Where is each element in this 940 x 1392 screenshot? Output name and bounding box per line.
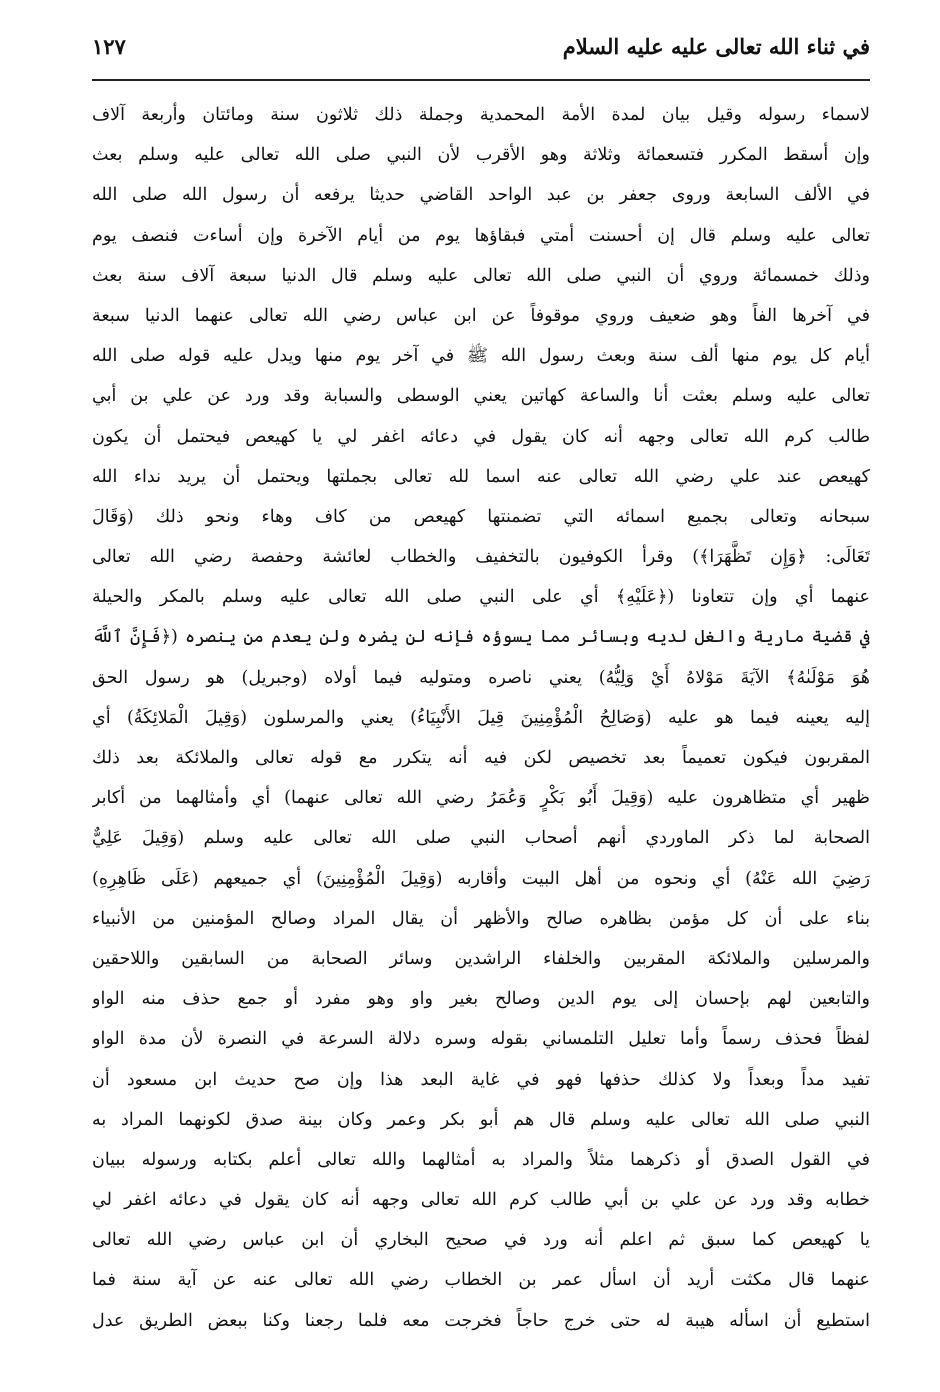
text-line: استطيع أن اسأله هيبة له حتى خرج حاجاً فخرجت معه فلما رجعنا وكنا ببعض الطريق عدل xyxy=(92,1310,870,1331)
running-header xyxy=(92,30,870,70)
text-line: لفظاً فحذف رسماً وأما تعليل التلمساني بقوله وسره دلالة السرعة في النصرة لأن مدة الواو xyxy=(92,1029,870,1050)
text-line: هُوَ مَوْلَىٰهُ﴾ الآيَةَ مَوْلاهُ أَيْ وَلِيُّهُ) يعني ناصره ومتوليه فيما أولاه (وجبريل) هو رسول الحق xyxy=(92,667,870,688)
text-line: تفيد مداً وبعداً ولا كذلك حذفها فهو في غاية البعد هذا وإن صح حديث ابن مسعود أن xyxy=(92,1069,870,1090)
text-line: في القول الصدق أو ذكرهما مثلاً والمراد به أمثالهما والله تعالى أعلم بكتابه ورسوله ببيان xyxy=(92,1149,870,1170)
text-line: خطابه وقد ورد عن علي بن أبي طالب كرم الله تعالى وجهه أنه كان يقول في دعائه اغفر لي xyxy=(92,1190,870,1211)
text-line: الصحابة لما ذكر الماوردي أنهم أصحاب النبي صلى الله تعالى عليه وسلم (وَقِيلَ عَلِيٌّ xyxy=(92,828,870,849)
text-line: المقربون فيكون تعميماً بعد تخصيص لكن فيه أنه يتكرر مع قوله تعالى والملائكة بعد ذلك xyxy=(92,748,870,768)
text-line: وإن أسقط المكرر فتسعمائة وثلاثة وهو الأقرب لأن النبي صلى الله تعالى عليه وسلم بعث xyxy=(92,145,870,166)
text-line: رَضِيَ الله عَنْهُ) أي ونحوه من أهل البيت وأقاربه (وَقِيلَ الْمُؤْمِنِينَ) أي جميعهم (عَلَى ظَاهِرِهِ) xyxy=(92,868,870,889)
text-line: أيام كل يوم منها ألف سنة وبعث رسول الله ﷺ في آخر يوم منها ويدل عليه قوله صلى الله xyxy=(92,346,870,367)
text-line: عنهما أي وإن تتعاونا (﴿عَلَيْهِ﴾ أي على النبي صلى الله تعالى عليه وسلم بالمكر والحيلة xyxy=(92,587,870,608)
text-line: النبي صلى الله تعالى عليه وسلم قال هم أبو بكر وعمر وكان بينة صدق لكونهما المراد به xyxy=(92,1109,870,1130)
text-line: سبحانه وتعالى بجميع اسمائه التي تضمنتها كهيعص من كاف وهاء ونحو ذلك (وَقَالَ xyxy=(92,506,870,527)
text-line: ظهير أي متظاهرون عليه (وَقِيلَ أَبُو بَكْرٍ وَعُمَرُ رضي الله تعالى عنهما) أي وأمثالهما من أكابر xyxy=(92,788,870,809)
chapter-title: في ثناء الله تعالى عليه عليه السلام xyxy=(562,34,870,59)
text-line: إليه يعينه فيما هو عليه (وَصَالِحُ الْمُؤْمِنِينَ قِيلَ الأَنْبِيَاءُ) يعني والمرسلون (وَقِيلَ الْمَلائِكَةُ) أي xyxy=(92,707,870,728)
text-line: في الألف السابعة وروى جعفر بن عبد الواحد القاضي حديثا يرفعه أن رسول الله صلى الله xyxy=(92,185,870,206)
text-line: وذلك خمسمائة وروي أن النبي صلى الله تعالى عليه وسلم قال الدنيا سبعة آلاف سنة بعث xyxy=(92,265,870,286)
text-line: لاسماء رسوله وقيل بيان لمدة الأمة المحمدية وجملة ذلك ثلاثون سنة ومائتان وأربعة آلاف xyxy=(92,105,870,125)
text-line: يا كهيعص كما سبق ثم اعلم أنه ورد في صحيح البخاري أن ابن عباس رضي الله تعالى xyxy=(92,1230,870,1251)
text-line: والتابعين لهم بإحسان إلى يوم الدين وصالح بغير واو وهو مفرد أو جمع حذف منه الواو xyxy=(92,989,870,1010)
text-line: تعالى عليه وسلم بعثت أنا والساعة كهاتين يعني الوسطى والسبابة وقد ورد عن علي بن أبي xyxy=(92,386,870,407)
text-line: بناء على أن كل مؤمن بظاهره صالح والأظهر أن يقال المراد وصالح المؤمنين من الأنبياء xyxy=(92,908,870,929)
text-line: في قضية مارية والغل لديه وبسائر مما يسوؤه فإنه لن يضره ولن يعدم من ينصره (﴿فَإِنَّ ٱللَّهَ xyxy=(92,627,870,648)
text-line: تعالى عليه وسلم قال إن أحسنت أمتي فبقاؤها يوم من أيام الآخرة وإن أساءت فنصف يوم xyxy=(92,225,870,246)
text-line: طالب كرم الله تعالى وجهه أنه كان يقول في دعائه اغفر لي يا كهيعص فيحتمل أن يكون xyxy=(92,426,870,447)
text-line: والمرسلين والملائكة المقربين والخلفاء الراشدين وسائر الصحابة من السابقين واللاحقين xyxy=(92,948,870,969)
text-line: في آخرها الفاً وهو ضعيف وروي موقوفاً عن ابن عباس رضي الله تعالى عنهما الدنيا سبعة xyxy=(92,305,870,326)
body-text xyxy=(92,95,870,1341)
text-line: تَعَالَى: ﴿وَإِن تَظَّهَرَا﴾) وقرأ الكوفيون بالتخفيف والخطاب لعائشة وحفصة رضي الله تعالى xyxy=(92,547,870,568)
text-line: كهيعص عند علي رضي الله تعالى عنه اسما لله تعالى بجملتها ويحتمل أن يريد نداء الله xyxy=(92,466,870,487)
header-divider xyxy=(92,79,870,81)
text-line: عنهما قال مكثت أريد أن اسأل عمر بن الخطاب رضي الله تعالى عنه عن آية سنة فما xyxy=(92,1270,870,1291)
page-number: ١٢٧ xyxy=(92,34,126,59)
